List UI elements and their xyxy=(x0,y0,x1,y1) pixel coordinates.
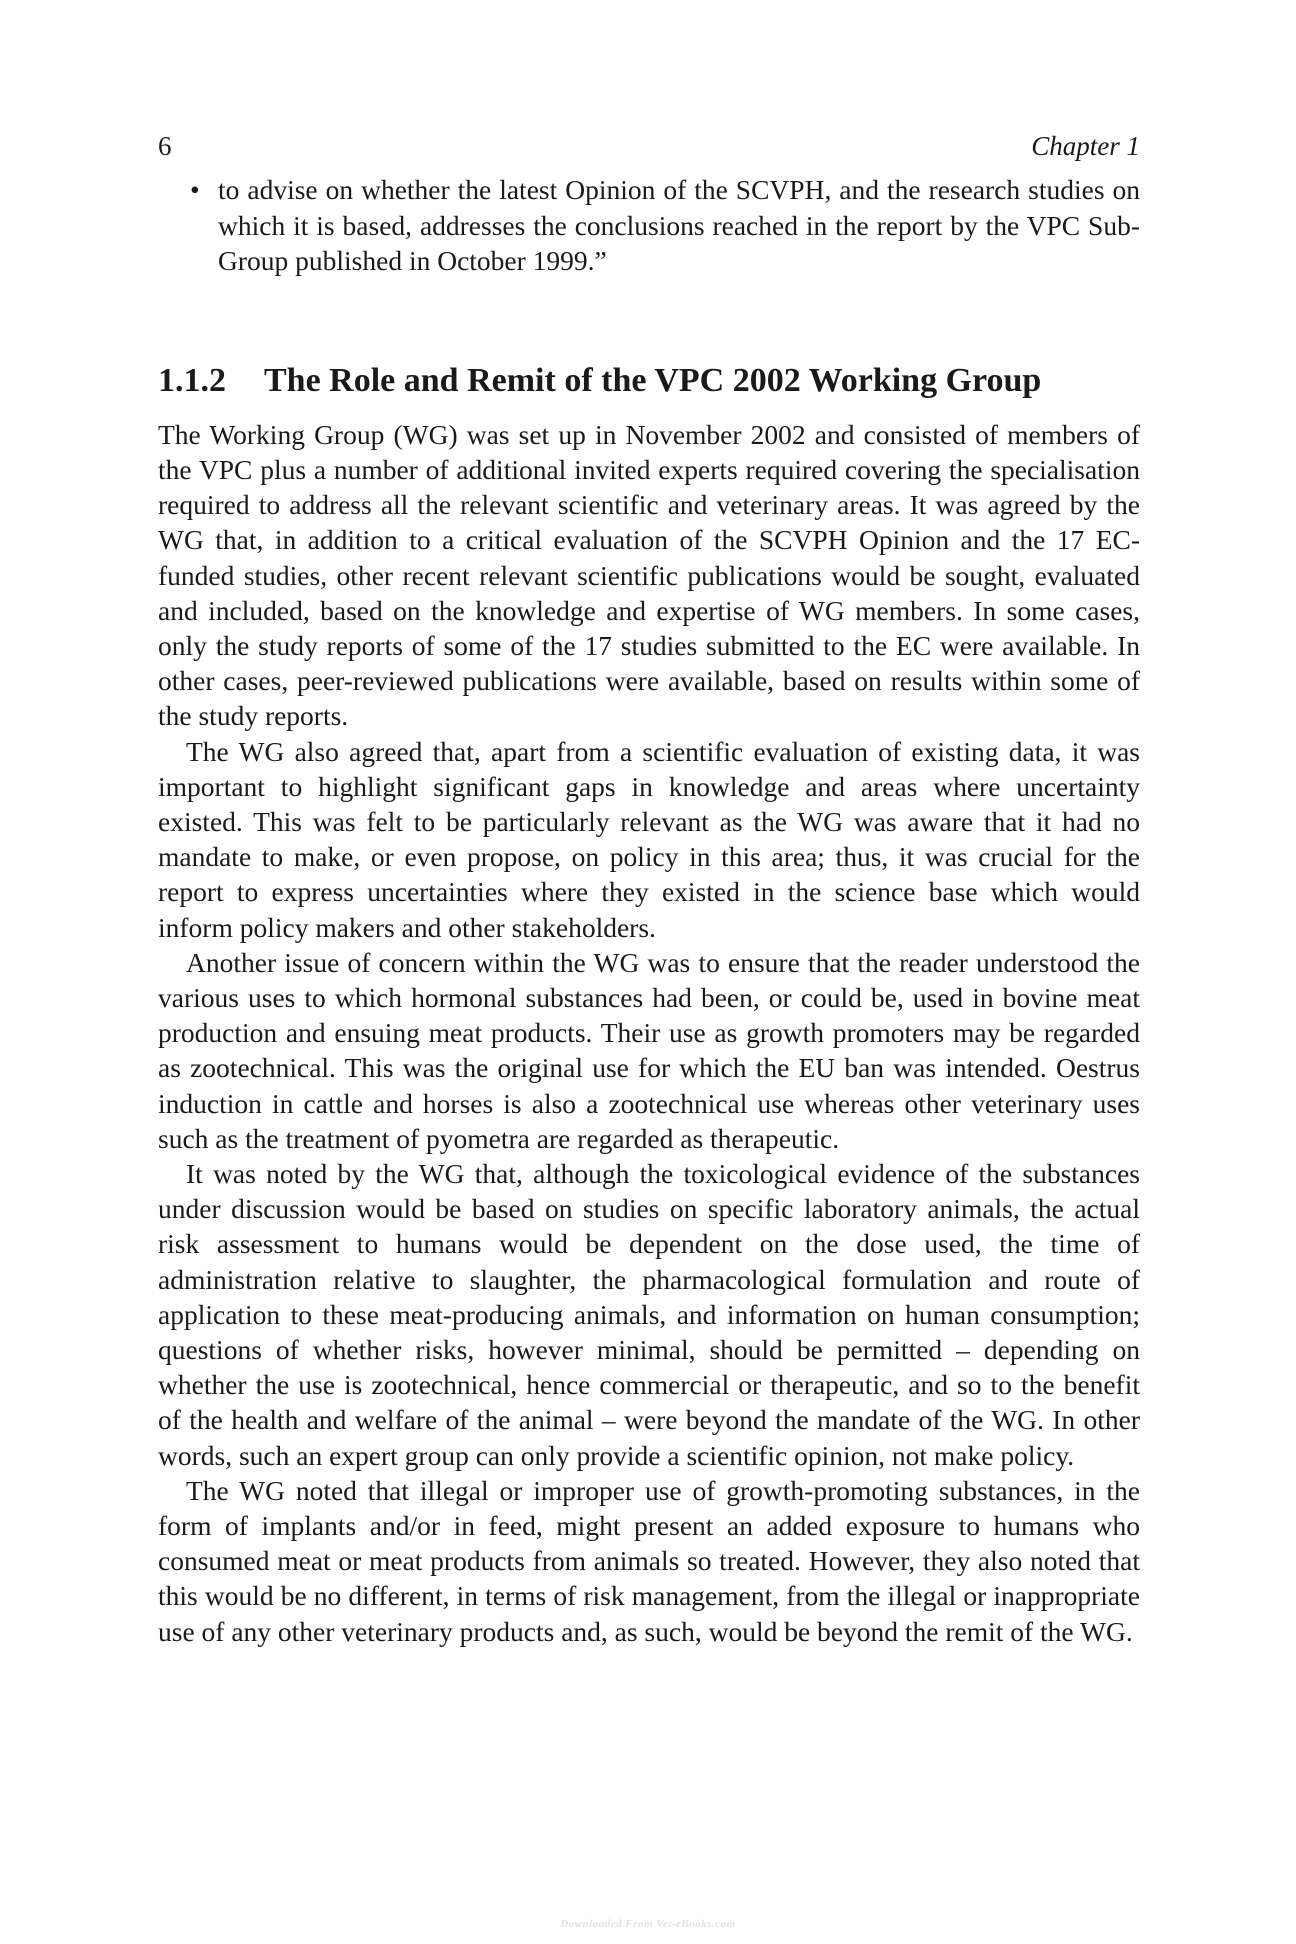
chapter-label: Chapter 1 xyxy=(1031,131,1140,161)
page-content xyxy=(158,128,1140,1649)
download-watermark: Downloaded From Vet-eBooks.com xyxy=(560,1918,736,1930)
bullet-icon: • xyxy=(190,174,200,205)
list-item-text: to advise on whether the latest Opinion of the SCVPH, and the research studies on which it is based, addresses the conclusions reached in the report by the VPC Sub-Group published in October 1999.” xyxy=(218,174,1140,277)
paragraph: Another issue of concern within the WG was to ensure that the reader understood the various uses to which hormonal substances had been, or could be, used in bovine meat production and ensuing meat products. Their use as growth promoters may be regarded as zootechnical. This was the original use for which the EU ban was intended. Oestrus induction in cattle and horses is also a zootechnical use whereas other veterinary uses such as the treatment of pyometra are regarded as therapeutic. xyxy=(158,946,1140,1154)
section-title: The Role and Remit of the VPC 2002 Working Group xyxy=(264,361,1042,399)
page-number: 6 xyxy=(158,131,172,161)
bullet-list xyxy=(158,172,1140,279)
section-number: 1.1.2 xyxy=(158,361,226,399)
paragraph: The Working Group (WG) was set up in November 2002 and consisted of members of the VPC plus a number of additional invited experts required covering the specialisation required to address all the relevant scientific and veterinary areas. It was agreed by the WG that, in addition to a critical evaluation of the SCVPH Opinion and the 17 EC-funded studies, other recent relevant scientific publications would be sought, evaluated and included, based on the knowledge and expertise of WG members. In some cases, only the study reports of some of the 17 studies submitted to the EC were available. In other cases, peer-reviewed publications were available, based on results within some of the study reports. xyxy=(158,418,1140,732)
paragraph: It was noted by the WG that, although the toxicological evidence of the substances under discussion would be based on studies on specific laboratory animals, the actual risk assessment to humans would be dependent on the dose used, the time of administration relative to slaughter, the pharmacological formulation and route of application to these meat-producing animals, and information on human consumption; questions of whether risks, however minimal, should be permitted – depending on whether the use is zootechnical, hence commercial or therapeutic, and so to the benefit of the health and welfare of the animal – were beyond the mandate of the WG. In other words, such an expert group can only provide a scientific opinion, not make policy. xyxy=(158,1158,1140,1471)
paragraph: The WG noted that illegal or improper use of growth-promoting substances, in the form of implants and/or in feed, might present an added exposure to humans who consumed meat or meat products from animals so treated. However, they also noted that this would be no different, in terms of risk management, from the illegal or inappropriate use of any other veterinary products and, as such, would be beyond the remit of the WG. xyxy=(158,1474,1140,1647)
paragraph: The WG also agreed that, apart from a scientific evaluation of existing data, it was important to highlight significant gaps in knowledge and areas where uncertainty existed. This was felt to be particularly relevant as the WG was aware that it had no mandate to make, or even propose, on policy in this area; thus, it was crucial for the report to express uncertainties where they existed in the science base which would inform policy makers and other stakeholders. xyxy=(158,735,1140,943)
section-heading xyxy=(158,359,1140,403)
list-item xyxy=(158,172,1140,279)
body-text xyxy=(158,417,1140,1649)
running-head xyxy=(158,128,1140,164)
